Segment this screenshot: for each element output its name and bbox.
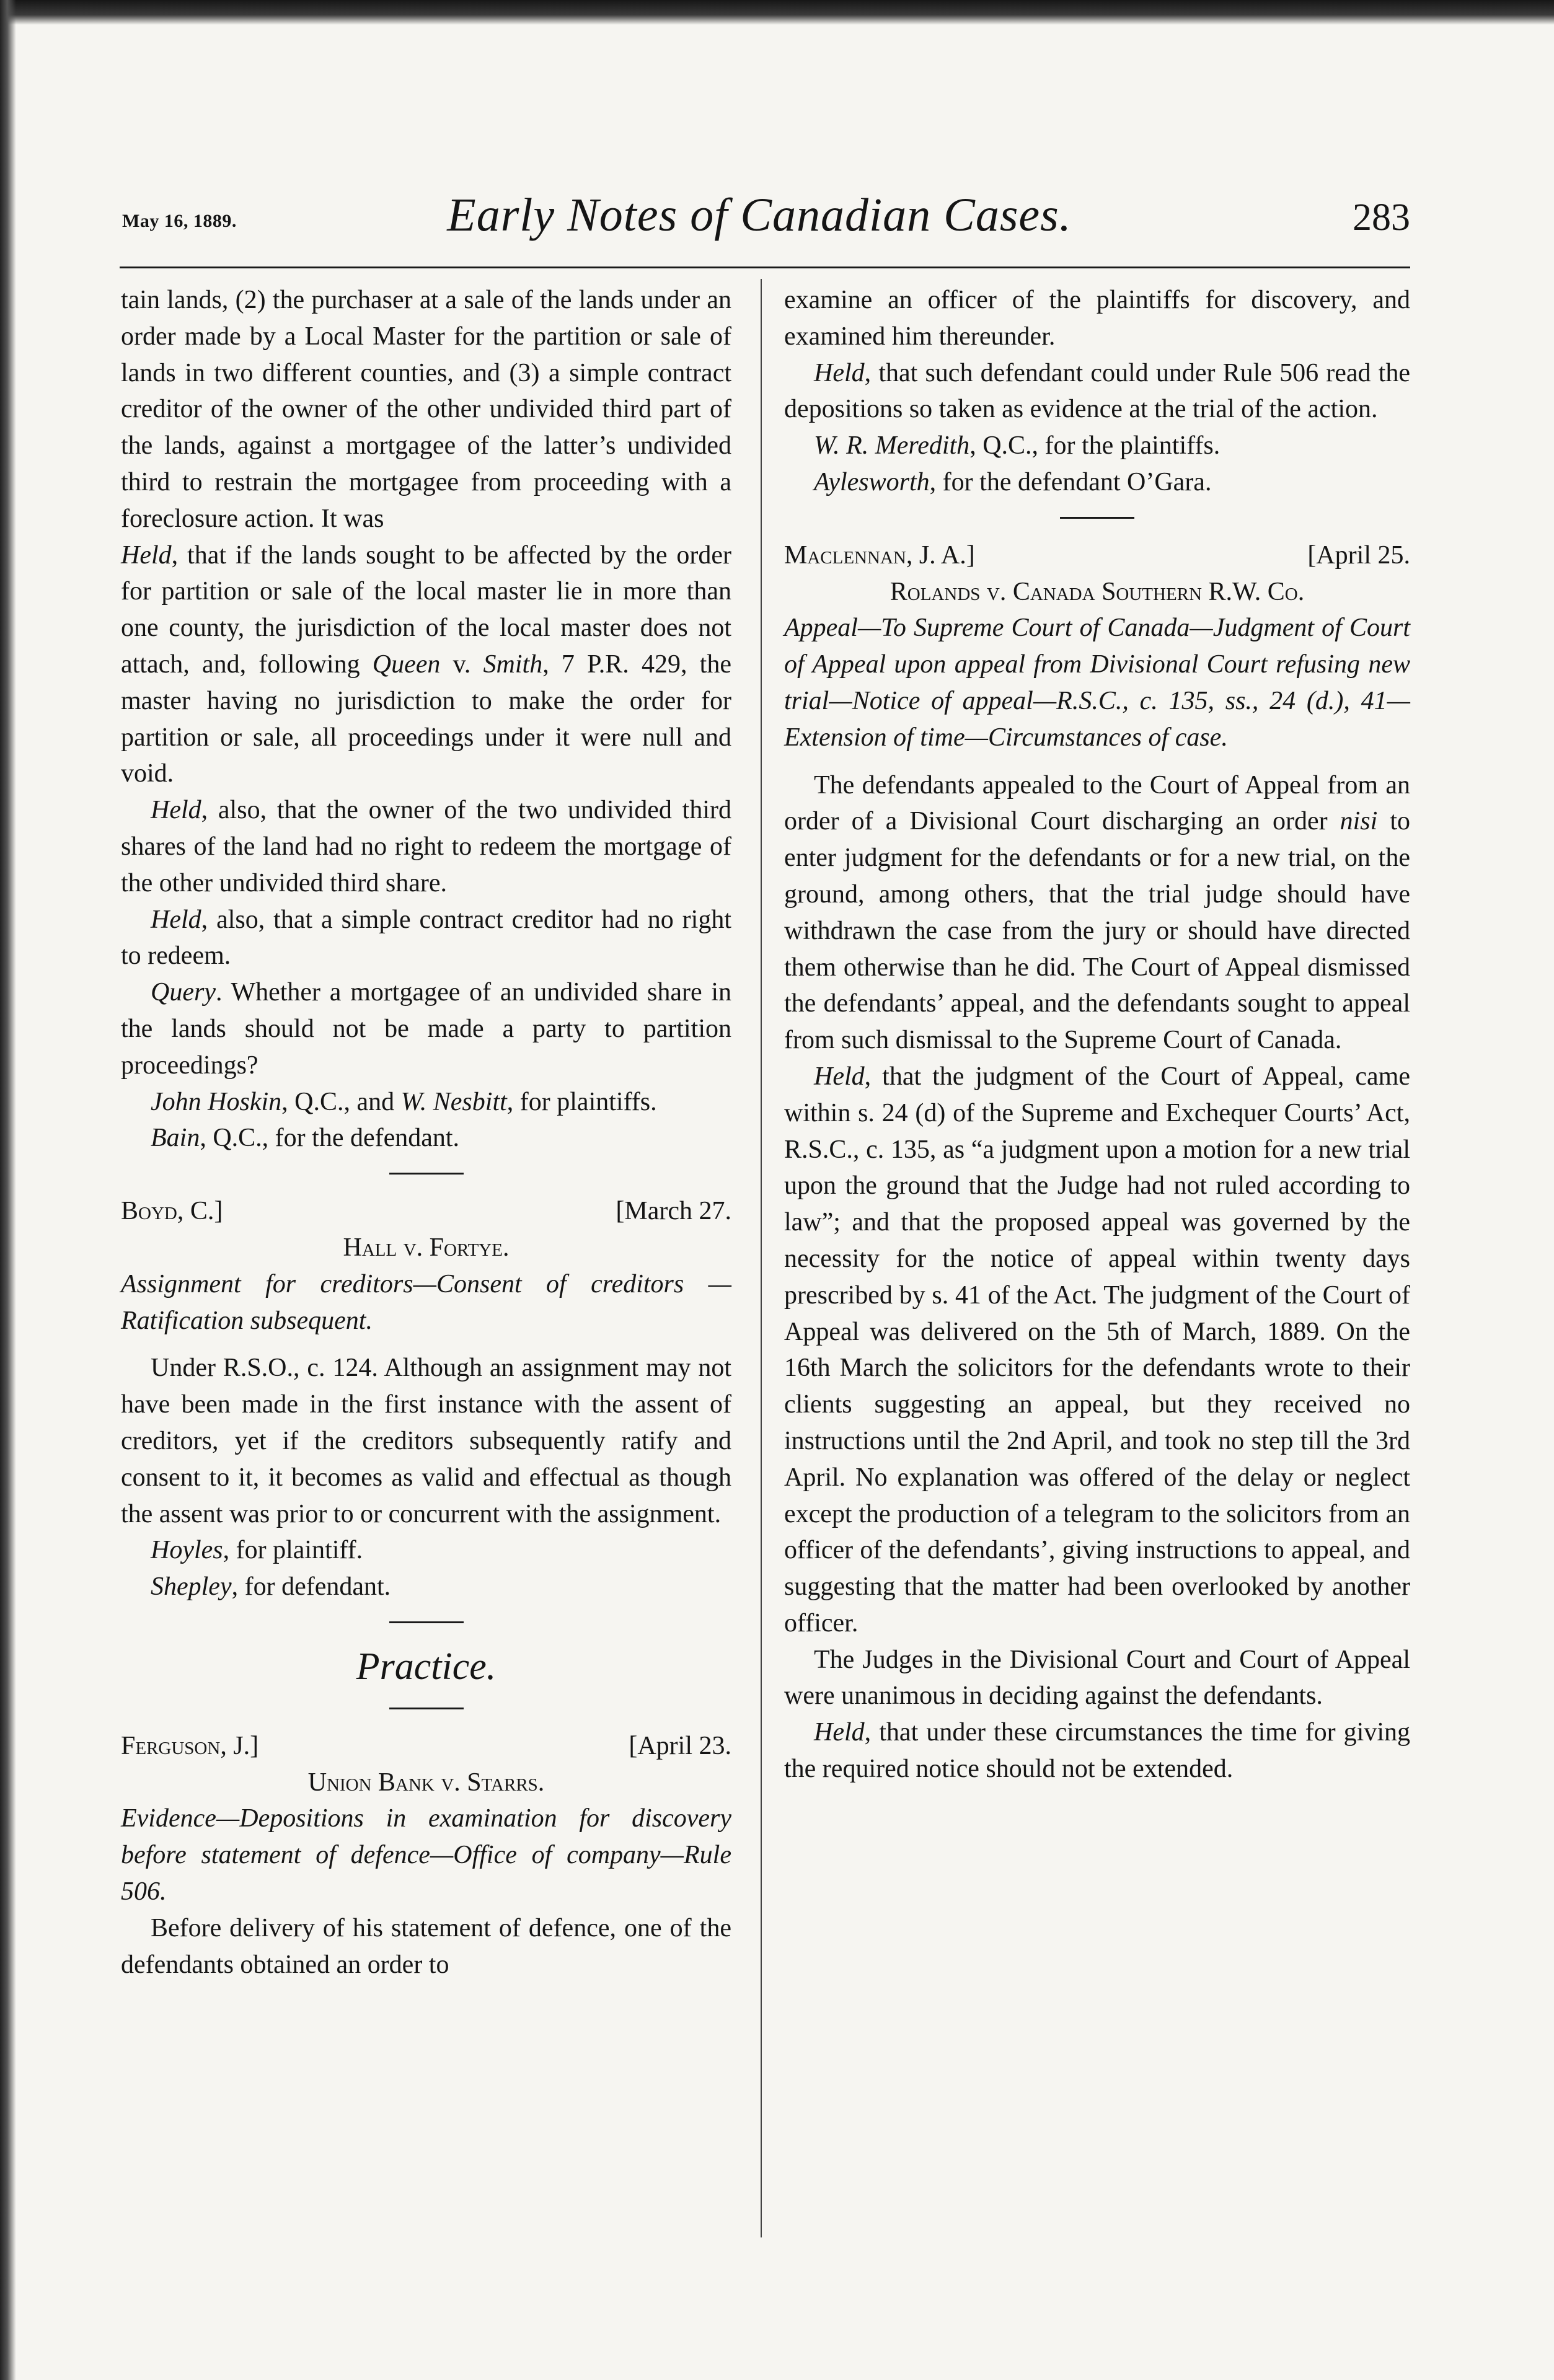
- paragraph: [121, 974, 731, 1083]
- counsel-line: [784, 428, 1410, 464]
- paragraph: tain lands, (2) the purchaser at a sale of the lands under an order made by a Local Master for the partition or sale of lands in two different counties, and (3) a simple contract creditor of the owner of the other undivided third part of the lands, against a mortgagee of the latter’s undivided third to restrain the mortgagee from proceeding with a foreclosure action. It was: [121, 286, 731, 533]
- text-run: , for the defendant O’Gara.: [929, 467, 1212, 496]
- held-label: Held: [121, 540, 172, 570]
- case-separator: [389, 1173, 464, 1175]
- held-label: Held: [814, 1062, 865, 1091]
- judge: Boyd, C.]: [121, 1197, 223, 1226]
- text-run: , Q.C., for the plaintiffs.: [969, 431, 1221, 461]
- text-run: , 7 P.R. 429, the master having no jurisdiction to make the order for partition or sale, all proceedings under it were null and void.: [121, 650, 731, 788]
- journal-page: [108, 180, 1410, 2237]
- paragraph: Before delivery of his statement of defence, one of the defendants obtained an order to: [121, 1913, 731, 1979]
- judge: Maclennan, J. A.]: [784, 540, 975, 570]
- page-number: 283: [1353, 196, 1410, 239]
- case-name: Union Bank v. Starrs.: [307, 1768, 545, 1797]
- query-label: Query: [151, 978, 216, 1007]
- decision-date: [March 27.: [616, 1197, 731, 1226]
- counsel-name: W. Nesbitt: [400, 1087, 507, 1116]
- left-column: [121, 282, 731, 1983]
- counsel-line: [784, 464, 1410, 501]
- text-run: The defendants appealed to the Court of Appeal from an order of a Divisional Court discharging an order: [784, 770, 1410, 836]
- latin-term: nisi: [1340, 807, 1378, 836]
- counsel-name: Hoyles: [151, 1536, 223, 1565]
- decision-date: [April 23.: [629, 1731, 731, 1760]
- decision-date: [April 25.: [1307, 540, 1410, 570]
- paragraph: examine an officer of the plaintiffs for discovery, and examined him thereunder.: [784, 286, 1410, 351]
- held-label: Held: [151, 796, 201, 825]
- text-run: , that the judgment of the Court of Appeal, came within s. 24 (d) of the Supreme and Exchequer Courts’ Act, R.S.C., c. 135, as “a judgment upon a motion for a new trial upon the ground that the Judge had not ruled according to law”; and that the proposed appeal was governed by the necessity for the notice of appeal within twenty days prescribed by s. 41 of the Act. The judgment of the Court of Appeal was delivered on the 5th of March, 1889. On the 16th March the solicitors for the defendants wrote to their clients suggesting an appeal, but they received no instructions until the 2nd April, and took no step till the 3rd April. No explanation was offered of the delay or neglect except the production of a telegram to the solicitors from an officer of the defendants’, giving instructions to appeal, and suggesting that the matter had been overlooked by another officer.: [784, 1062, 1410, 1637]
- held-label: Held: [151, 905, 201, 934]
- case-subject: Evidence—Depositions in examination for discovery before statement of defence—Office of company—Rule 506.: [121, 1804, 731, 1906]
- paragraph: [121, 792, 731, 901]
- case-headline: [784, 537, 1410, 574]
- case-subject: Appeal—To Supreme Court of Canada—Judgment of Court of Appeal upon appeal from Divisional Court refusing new trial—Notice of appeal—R.S.C., c. 135, ss., 24 (d.), 41—Extension of time—Circumstances of case.: [784, 614, 1410, 752]
- section-separator: [389, 1621, 464, 1623]
- counsel-name: Aylesworth: [814, 467, 930, 496]
- text-run: to enter judgment for the defendants or for a new trial, on the ground, among others, that the trial judge should have withdrawn the case from the jury or should have directed them otherwise than he did. The Court of Appeal dismissed the defendants’ appeal, and the defendants sought to appeal from such dismissal to the Supreme Court of Canada.: [784, 807, 1410, 1055]
- counsel-name: Shepley: [151, 1572, 232, 1602]
- running-header: [108, 180, 1410, 273]
- judge: Ferguson, J.]: [121, 1731, 259, 1760]
- header-rule: [120, 267, 1410, 268]
- case-name: Rolands v. Canada Southern R.W. Co.: [890, 577, 1305, 606]
- held-label: Held: [814, 358, 865, 387]
- text-run: , for defendant.: [231, 1572, 391, 1602]
- case-party: Smith: [483, 650, 543, 679]
- text-run: , that if the lands sought to be affected by the order for partition or sale of the local master lie in more than one county, the jurisdiction of the local master does not attach, and, following: [121, 540, 731, 679]
- text-run: , Q.C., and: [281, 1087, 401, 1116]
- text-run: . Whether a mortgagee of an undivided share in the lands should not be made a party to partition proceedings?: [121, 978, 731, 1080]
- column-divider: [761, 279, 762, 2237]
- text-run: , also, that a simple contract creditor had no right to redeem.: [121, 905, 731, 971]
- case-subject: Assignment for creditors—Consent of creditors —Ratification subsequent.: [121, 1269, 731, 1335]
- counsel-line: [121, 1532, 731, 1569]
- text-run: , for plaintiffs.: [506, 1087, 657, 1116]
- paragraph: [121, 902, 731, 975]
- counsel-name: John Hoskin: [151, 1087, 282, 1116]
- paragraph: The Judges in the Divisional Court and Court of Appeal were unanimous in deciding against the defendants.: [784, 1645, 1410, 1711]
- case-headline: [121, 1193, 731, 1230]
- section-heading: Practice.: [356, 1645, 497, 1688]
- text-run: , that such defendant could under Rule 506 read the depositions so taken as evidence at the trial of the action.: [784, 358, 1410, 424]
- case-separator: [1060, 517, 1134, 519]
- paragraph: Under R.S.O., c. 124. Although an assignment may not have been made in the first instance with the assent of creditors, yet if the creditors subsequently ratify and consent to it, it becomes as valid and effectual as though the assent was prior to or concurrent with the assignment.: [121, 1354, 731, 1528]
- text-run: , for plaintiff.: [223, 1536, 363, 1565]
- counsel-line: [121, 1120, 731, 1157]
- paragraph: [121, 537, 731, 793]
- paragraph: [784, 1059, 1410, 1642]
- text-run: v.: [440, 650, 483, 679]
- case-party: Queen: [372, 650, 441, 679]
- counsel-name: W. R. Meredith: [814, 431, 970, 461]
- paragraph: [784, 355, 1410, 428]
- text-run: , Q.C., for the defendant.: [200, 1124, 460, 1153]
- text-run: , also, that the owner of the two undivided third shares of the land had no right to redeem the mortgage of the other undivided third share.: [121, 796, 731, 897]
- counsel-name: Bain: [151, 1124, 200, 1153]
- held-label: Held: [814, 1718, 865, 1747]
- section-separator: [389, 1708, 464, 1709]
- case-headline: [121, 1728, 731, 1765]
- right-column: [784, 282, 1410, 1787]
- counsel-line: [121, 1569, 731, 1605]
- paragraph: [784, 1714, 1410, 1787]
- paragraph: [784, 767, 1410, 1059]
- scan-shadow-left: [0, 0, 16, 2380]
- scan-shadow-top: [0, 0, 1554, 25]
- issue-date: May 16, 1889.: [122, 211, 237, 231]
- spacer: [121, 1339, 731, 1350]
- running-title: Early Notes of Canadian Cases.: [447, 189, 1072, 241]
- text-run: , that under these circumstances the time for giving the required notice should not be extended.: [784, 1718, 1410, 1784]
- counsel-line: [121, 1084, 731, 1121]
- spacer: [784, 756, 1410, 767]
- case-name: Hall v. Fortye.: [343, 1233, 510, 1262]
